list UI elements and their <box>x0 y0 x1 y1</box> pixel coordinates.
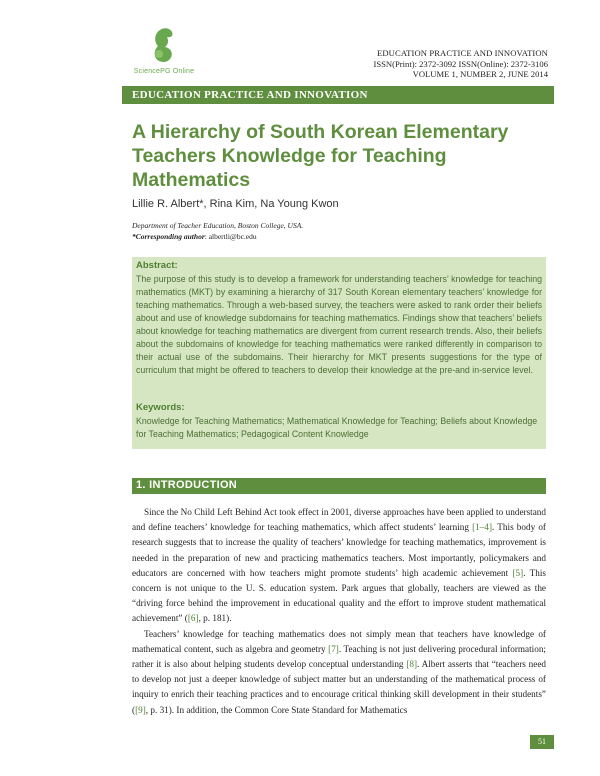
introduction-body <box>132 505 546 718</box>
volume-line: VOLUME 1, NUMBER 2, JUNE 2014 <box>412 69 548 79</box>
citation-link[interactable]: [8] <box>406 659 418 670</box>
abstract-box <box>132 257 546 449</box>
citation-link[interactable]: [5] <box>512 567 524 578</box>
abstract-text: The purpose of this study is to develop a framework for understanding teachers’ knowledge for teaching mathematics (MKT) by examining a hierarchy of 317 South Korean elementary teachers’ knowledge for teaching mathematics. Through a web-based survey, the teachers were asked to rank order their beliefs about and use of knowledge subdomains for teaching mathematics. Findings show that teachers’ beliefs about knowledge for teaching mathematics are divergent from current research trends. Also, their beliefs about the subdomains of knowledge for teaching mathematics were ranked differently in comparison to their actual use of the subdomains. Their hierarchy for MKT presents suggestions for the type of curriculum that might be offered to teachers to develop their knowledge at the pre-and in-service level. <box>136 274 542 375</box>
publisher-logo <box>128 24 200 80</box>
text-run: , p. 181). <box>198 613 232 624</box>
issn-line: ISSN(Print): 2372-3092 ISSN(Online): 2372-3106 <box>373 58 548 69</box>
citation-link[interactable]: [1–4] <box>472 522 493 533</box>
section-heading-bar <box>132 478 546 494</box>
journal-band <box>122 86 554 104</box>
page-number-badge <box>530 735 554 749</box>
text-run: Teachers’ knowledge for teaching mathematics does not simply mean that teachers have knowledge of mathematical content, such as algebra and geometry <box>132 628 546 654</box>
article-title: A Hierarchy of South Korean Elementary Teachers Knowledge for Teaching Mathematics <box>132 121 509 191</box>
citation-link[interactable]: [6] <box>187 613 199 624</box>
citation-link[interactable]: [9] <box>135 704 146 715</box>
journal-band-title: EDUCATION PRACTICE AND INNOVATION <box>132 89 368 101</box>
intro-paragraph-1 <box>132 505 546 627</box>
text-run: . Albert asserts that “teachers need to develop not just a deeper knowledge of subject matter but an understanding of the mathematical process of inquiry to enrich their teaching practices and to encourage critical thinking skill development in their students” ( <box>132 659 546 715</box>
journal-name: EDUCATION PRACTICE AND INNOVATION <box>377 48 548 58</box>
intro-paragraph-2 <box>132 627 546 718</box>
squirrel-logo-icon <box>150 24 178 64</box>
text-run: , p. 31). In addition, the Common Core State Standard for Mathematics <box>145 704 408 715</box>
corresponding-label: *Corresponding author <box>132 232 205 241</box>
author-affiliation: Department of Teacher Education, Boston College, USA. <box>132 221 304 230</box>
citation-link[interactable]: [7] <box>328 643 339 654</box>
article-authors: Lillie R. Albert*, Rina Kim, Na Young Kwon <box>132 198 339 210</box>
abstract-heading: Abstract: <box>136 260 178 271</box>
text-run: . Teaching is not just delivering procedural information; rather it is also about helping students develop conceptual understanding <box>132 643 546 670</box>
section-heading: 1. INTRODUCTION <box>136 479 238 491</box>
keywords-heading: Keywords: <box>136 402 185 413</box>
journal-info <box>374 48 549 80</box>
corresponding-author <box>132 231 257 242</box>
corresponding-email: : albertli@bc.edu <box>204 232 257 241</box>
text-run: . This body of research suggests that to increase the quality of teachers’ knowledge for teaching mathematics, improvement is needed in the preparation of new and practicing mathematics teachers. Most importantly, policymakers and educators are concerned with how teachers might promote students’ high academic achievement <box>132 522 546 578</box>
text-run: . This concern is not unique to the U. S. education system. Park argues that globally, teachers are viewed as the “driving force behind the improvement in educational quality and the effort to improve student mathematical achievement” ( <box>132 567 546 624</box>
keywords-text: Knowledge for Teaching Mathematics; Mathematical Knowledge for Teaching; Beliefs about Knowledge for Teaching Mathematics; Pedagogical Content Knowledge <box>136 416 538 439</box>
logo-text: SciencePG Online <box>133 68 195 75</box>
page-number: 51 <box>538 737 546 746</box>
text-run: Since the No Child Left Behind Act took effect in 2001, diverse approaches have been applied to understand and define teachers’ knowledge for teaching mathematics, which affect students’ learning <box>132 507 546 533</box>
